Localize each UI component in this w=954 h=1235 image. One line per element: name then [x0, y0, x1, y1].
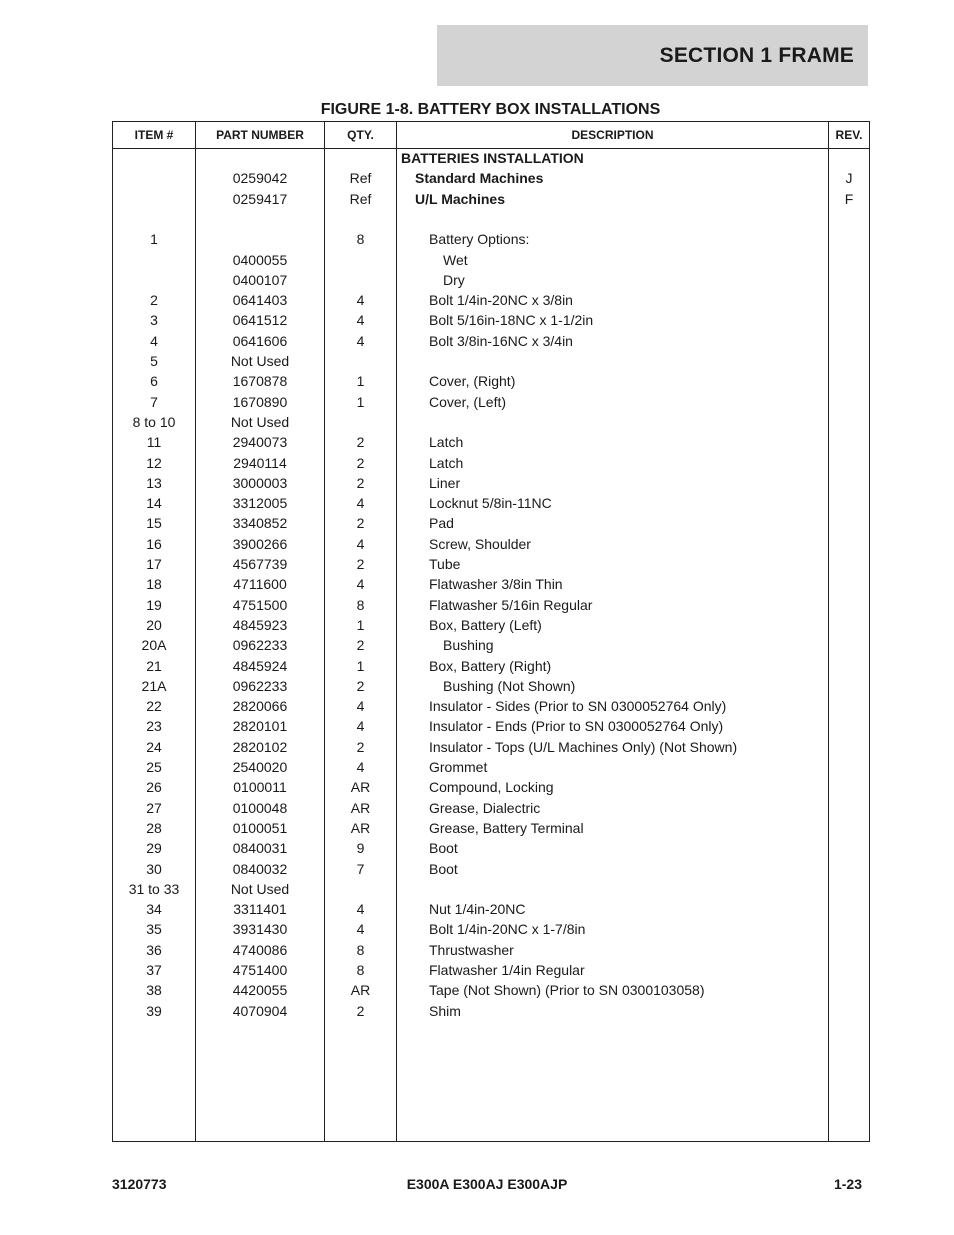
item-number: [113, 270, 195, 290]
part-number: 0641512: [232, 312, 288, 329]
revision: [829, 1001, 869, 1021]
item-number: 5: [150, 353, 158, 369]
quantity: 1: [356, 616, 365, 633]
revision: [829, 656, 869, 676]
header-item: ITEM #: [134, 128, 174, 142]
description: [397, 351, 859, 371]
part-number: 4070904: [232, 1002, 288, 1019]
item-number: 22: [146, 698, 162, 715]
description: Insulator - Sides (Prior to SN 0300052764 Only): [429, 698, 727, 715]
description: Grommet: [429, 759, 488, 775]
description: Latch: [429, 434, 464, 451]
description: Box, Battery (Left): [429, 616, 542, 633]
revision: [829, 676, 869, 696]
table-row: [113, 371, 869, 391]
table-row: [113, 453, 869, 473]
description: Grease, Battery Terminal: [429, 819, 584, 836]
item-number: 29: [146, 840, 162, 857]
table-row: [113, 960, 869, 980]
part-number: [196, 148, 324, 168]
quantity: 2: [356, 738, 365, 755]
part-number: 3900266: [232, 535, 288, 552]
table-row: [113, 351, 869, 371]
revision: [829, 696, 869, 716]
item-number: 37: [146, 962, 162, 978]
part-number: 0840031: [232, 840, 288, 857]
revision: F: [844, 190, 854, 207]
item-number: 11: [146, 434, 162, 451]
part-number: 2940073: [232, 434, 288, 451]
revision: [829, 980, 869, 1000]
part-number: 2820066: [232, 698, 288, 715]
part-number: 4751400: [232, 962, 288, 978]
item-number: 4: [150, 332, 158, 349]
item-number: 28: [146, 819, 162, 836]
item-number: 30: [146, 860, 162, 877]
document-number: 3120773: [112, 1176, 167, 1192]
part-number: 0259417: [232, 190, 288, 207]
table-row: [113, 392, 869, 412]
revision: [829, 879, 869, 899]
item-number: [113, 148, 195, 168]
table-row: [113, 473, 869, 493]
description: Latch: [429, 454, 464, 471]
page-number: 1-23: [833, 1176, 862, 1192]
table-row: [113, 716, 869, 736]
revision: [829, 940, 869, 960]
table-row: [113, 899, 869, 919]
description: Compound, Locking: [429, 779, 554, 796]
description: Battery Options:: [429, 231, 530, 248]
item-number: 39: [146, 1002, 162, 1019]
revision: [829, 412, 869, 432]
description: Tape (Not Shown) (Prior to SN 0300103058): [429, 982, 705, 999]
table-row: [113, 534, 869, 554]
table-row: [113, 919, 869, 939]
quantity: [325, 351, 396, 371]
part-number: 4845924: [232, 657, 288, 674]
part-number: 4845923: [232, 616, 288, 633]
item-number: 27: [146, 799, 162, 816]
part-number: 3000003: [232, 474, 288, 491]
description: Thrustwasher: [429, 941, 514, 958]
quantity: 4: [356, 312, 365, 329]
quantity: 8: [356, 596, 365, 613]
revision: [829, 899, 869, 919]
item-number: [113, 250, 195, 270]
description: Liner: [429, 474, 461, 491]
part-number: 0641606: [232, 332, 288, 349]
description: Dry: [443, 271, 465, 288]
header-rev: REV.: [835, 128, 863, 142]
description: Cover, (Right): [429, 373, 516, 390]
header-qty: QTY.: [347, 128, 374, 142]
item-number: 38: [146, 982, 162, 999]
item-number: 13: [146, 474, 162, 491]
item-number: [113, 189, 195, 209]
table-row: [113, 838, 869, 858]
table-row: [113, 1001, 869, 1021]
quantity: 4: [356, 901, 365, 918]
table-row: [113, 229, 869, 249]
revision: [829, 371, 869, 391]
item-number: 18: [146, 576, 162, 593]
description: Insulator - Tops (U/L Machines Only) (Not Shown): [429, 738, 738, 755]
quantity: 2: [356, 454, 365, 471]
table-row: [113, 777, 869, 797]
section-banner: [437, 25, 868, 86]
table-row: [113, 879, 869, 899]
revision: [829, 777, 869, 797]
part-number: 1670890: [232, 393, 288, 410]
quantity: 4: [356, 576, 365, 593]
revision: [829, 919, 869, 939]
quantity: 2: [356, 474, 365, 491]
quantity: 4: [356, 718, 365, 735]
table-row: [113, 310, 869, 330]
revision: [829, 534, 869, 554]
item-number: 2: [150, 292, 158, 309]
description: Screw, Shoulder: [429, 535, 531, 552]
quantity: Ref: [349, 190, 372, 207]
revision: [829, 513, 869, 533]
quantity: 4: [356, 921, 365, 938]
quantity: 4: [356, 698, 365, 715]
quantity: 1: [356, 393, 365, 410]
quantity: 2: [356, 637, 365, 654]
model-names: E300A E300AJ E300AJP: [406, 1176, 568, 1192]
quantity: AR: [350, 819, 371, 836]
figure-title: FIGURE 1-8. BATTERY BOX INSTALLATIONS: [320, 101, 661, 118]
description: Locknut 5/8in-11NC: [429, 495, 552, 512]
table-row: [113, 656, 869, 676]
part-number: 3931430: [232, 921, 288, 938]
item-number: 20: [146, 616, 162, 633]
part-number: 0641403: [232, 292, 288, 309]
revision: [829, 432, 869, 452]
quantity: AR: [350, 982, 371, 999]
item-number: 35: [146, 921, 162, 938]
revision: [829, 392, 869, 412]
description: BATTERIES INSTALLATION: [401, 150, 584, 166]
description: Tube: [429, 556, 461, 572]
item-number: 14: [146, 495, 162, 512]
quantity: [325, 148, 396, 168]
table-row: [113, 696, 869, 716]
table-row: [113, 331, 869, 351]
quantity: 2: [356, 677, 365, 694]
part-number: 2540020: [232, 759, 288, 775]
table-row: [113, 818, 869, 838]
part-number: 0400107: [232, 271, 288, 288]
table-row: [113, 270, 869, 290]
table-row: [113, 859, 869, 879]
part-number: 4751500: [232, 596, 288, 613]
revision: [829, 838, 869, 858]
quantity: 2: [356, 515, 365, 532]
revision: [829, 270, 869, 290]
revision: [829, 453, 869, 473]
revision: [829, 798, 869, 818]
header-part-number: PART NUMBER: [216, 128, 304, 142]
description: Nut 1/4in-20NC: [429, 901, 526, 918]
description: Flatwasher 1/4in Regular: [429, 962, 585, 978]
revision: [829, 554, 869, 574]
quantity: 2: [356, 1002, 365, 1019]
table-row: [113, 737, 869, 757]
part-number: 0100048: [232, 799, 288, 816]
table-row: [113, 290, 869, 310]
revision: J: [845, 170, 853, 187]
item-number: 7: [150, 393, 158, 410]
item-number: 3: [150, 312, 158, 329]
description: Insulator - Ends (Prior to SN 0300052764 Only): [429, 718, 724, 735]
quantity: Ref: [349, 170, 372, 187]
revision: [829, 148, 869, 168]
quantity: 2: [356, 434, 365, 451]
part-number: [196, 229, 324, 249]
item-number: 31 to 33: [128, 880, 180, 897]
description: Cover, (Left): [429, 393, 507, 410]
item-number: [113, 168, 195, 188]
table-row: [113, 189, 869, 209]
revision: [829, 615, 869, 635]
revision: [829, 859, 869, 879]
part-number: 4711600: [233, 576, 287, 593]
description: [397, 412, 859, 432]
table-row: [113, 940, 869, 960]
quantity: 4: [356, 535, 365, 552]
description: Bolt 1/4in-20NC x 3/8in: [429, 292, 573, 309]
description: Grease, Dialectric: [429, 799, 541, 816]
description: U/L Machines: [415, 190, 505, 207]
revision: [829, 473, 869, 493]
part-number: 1670878: [232, 373, 288, 390]
revision: [829, 635, 869, 655]
quantity: 4: [356, 495, 365, 512]
part-number: 3312005: [232, 495, 288, 512]
item-number: 6: [150, 373, 158, 390]
item-number: 19: [146, 596, 162, 613]
table-row: [113, 513, 869, 533]
item-number: 15: [146, 515, 162, 532]
description: Pad: [429, 515, 454, 532]
table-row: [113, 250, 869, 270]
quantity: [325, 412, 396, 432]
revision: [829, 818, 869, 838]
quantity: [325, 270, 396, 290]
quantity: 7: [356, 860, 365, 877]
item-number: 23: [146, 718, 162, 735]
table-row: [113, 980, 869, 1000]
part-number: 3340852: [232, 515, 288, 532]
part-number: 0259042: [232, 170, 288, 187]
description: Standard Machines: [415, 170, 544, 187]
item-number: 20A: [141, 637, 167, 654]
table-row: [113, 615, 869, 635]
section-title: SECTION 1 FRAME: [659, 43, 854, 67]
description: Bolt 5/16in-18NC x 1-1/2in: [429, 312, 594, 329]
item-number: 25: [146, 759, 162, 775]
table-row: [113, 554, 869, 574]
part-number: 0100011: [233, 779, 287, 796]
page-footer: [112, 1176, 862, 1196]
table-row: [113, 148, 869, 168]
quantity: AR: [350, 799, 371, 816]
table-row: [113, 798, 869, 818]
revision: [829, 229, 869, 249]
description: Shim: [429, 1002, 461, 1019]
description: Bolt 3/8in-16NC x 3/4in: [429, 332, 573, 349]
item-number: 21A: [141, 677, 167, 694]
quantity: [325, 250, 396, 270]
item-number: 26: [146, 779, 162, 796]
part-number: 0840032: [232, 860, 288, 877]
header-description: DESCRIPTION: [571, 128, 654, 142]
revision: [829, 960, 869, 980]
revision: [829, 574, 869, 594]
table-row: [113, 168, 869, 188]
item-number: 1: [150, 231, 158, 248]
revision: [829, 331, 869, 351]
part-number: 2940114: [233, 454, 287, 471]
item-number: 17: [146, 556, 162, 572]
quantity: 2: [356, 556, 365, 572]
description: Boot: [429, 860, 458, 877]
part-number: 4420055: [232, 982, 288, 999]
description: Box, Battery (Right): [429, 657, 552, 674]
revision: [829, 493, 869, 513]
part-number: Not Used: [230, 353, 290, 369]
quantity: 8: [356, 941, 365, 958]
part-number: 2820101: [232, 718, 288, 735]
revision: [829, 757, 869, 777]
quantity: 4: [356, 759, 365, 775]
item-number: 21: [146, 657, 162, 674]
revision: [829, 595, 869, 615]
table-row: [113, 432, 869, 452]
quantity: 8: [356, 231, 365, 248]
description: Bolt 1/4in-20NC x 1-7/8in: [429, 921, 586, 938]
quantity: 1: [356, 373, 365, 390]
item-number: 12: [146, 454, 162, 471]
table-row: [113, 412, 869, 432]
parts-table: [112, 121, 870, 1142]
part-number: 0962233: [232, 637, 288, 654]
description: Bushing: [443, 637, 494, 654]
table-row: [113, 595, 869, 615]
revision: [829, 250, 869, 270]
item-number: 24: [146, 738, 162, 755]
part-number: 4740086: [232, 941, 288, 958]
quantity: [325, 879, 396, 899]
part-number: Not Used: [230, 880, 290, 897]
revision: [829, 351, 869, 371]
quantity: 8: [356, 962, 365, 978]
item-number: 34: [146, 901, 162, 918]
part-number: 0400055: [232, 251, 288, 268]
description: Boot: [429, 840, 458, 857]
part-number: 2820102: [232, 738, 288, 755]
quantity: 9: [356, 840, 365, 857]
table-row: [113, 635, 869, 655]
part-number: 3311401: [233, 901, 287, 918]
description: Bushing (Not Shown): [443, 677, 576, 694]
table-row: [113, 757, 869, 777]
description: Wet: [443, 251, 468, 268]
quantity: 4: [356, 292, 365, 309]
description: Flatwasher 3/8in Thin: [429, 576, 563, 593]
item-number: 16: [146, 535, 162, 552]
table-row: [113, 574, 869, 594]
part-number: Not Used: [230, 413, 290, 430]
revision: [829, 716, 869, 736]
part-number: 0962233: [232, 677, 288, 694]
table-row: [113, 493, 869, 513]
revision: [829, 290, 869, 310]
quantity: AR: [350, 779, 371, 796]
revision: [829, 737, 869, 757]
item-number: 36: [146, 941, 162, 958]
part-number: 4567739: [232, 556, 288, 572]
quantity: 1: [356, 657, 365, 674]
table-row: [113, 676, 869, 696]
quantity: 4: [356, 332, 365, 349]
revision: [829, 310, 869, 330]
description: Flatwasher 5/16in Regular: [429, 596, 593, 613]
item-number: 8 to 10: [132, 413, 176, 430]
part-number: 0100051: [232, 819, 288, 836]
description: [397, 879, 859, 899]
